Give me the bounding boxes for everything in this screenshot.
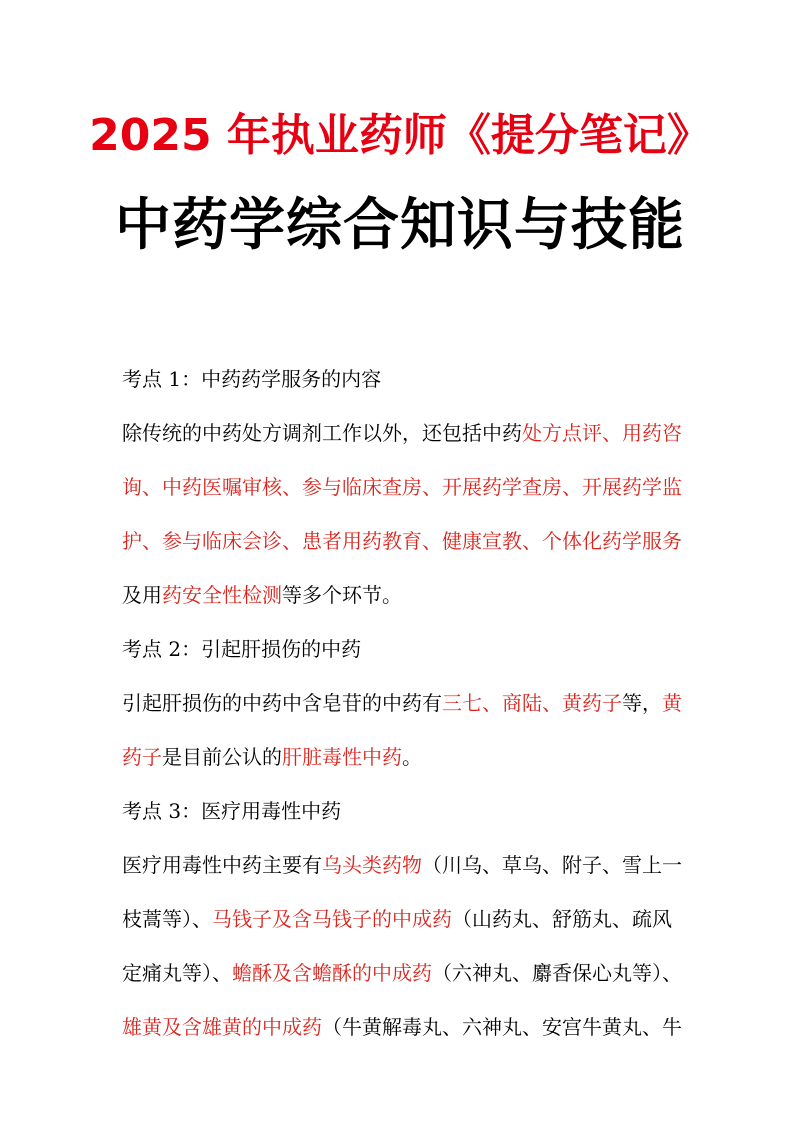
body-text: 是目前公认的	[162, 745, 282, 769]
paragraph-line	[122, 1002, 702, 1056]
paragraph-line	[122, 678, 702, 732]
section-heading: 考点 3：医疗用毒性中药	[122, 799, 342, 823]
body-text: 定痛丸等）、	[122, 961, 232, 985]
body-text: 及用	[122, 583, 162, 607]
document-body	[122, 354, 702, 1056]
highlighted-text: 肝脏毒性中药	[282, 745, 402, 769]
highlighted-text: 询、中药医嘱审核、参与临床查房、开展药学查房、开展药学监	[122, 475, 682, 499]
highlighted-text: 药子	[122, 745, 162, 769]
paragraph-line	[122, 948, 702, 1002]
body-text: 等，	[622, 691, 662, 715]
section-heading: 考点 1：中药药学服务的内容	[122, 367, 382, 391]
document-subtitle: 2025 年执业药师《提分笔记》	[89, 110, 711, 161]
body-text: （川乌、草乌、附子、雪上一	[422, 853, 682, 877]
body-text: （六神丸、麝香保心丸等）、	[432, 961, 682, 985]
body-text: （山药丸、舒筋丸、疏风	[452, 907, 672, 931]
paragraph-line	[122, 516, 702, 570]
paragraph-line	[122, 840, 702, 894]
body-text: 除传统的中药处方调剂工作以外，还包括中药	[122, 421, 522, 445]
body-text: 引起肝损伤的中药中含皂苷的中药有	[122, 691, 442, 715]
highlighted-text: 药安全性检测	[162, 583, 282, 607]
highlighted-text: 马钱子及含马钱子的中成药	[212, 907, 452, 931]
highlighted-text: 三七、商陆、黄药子	[442, 691, 622, 715]
paragraph-line	[122, 408, 702, 462]
body-text: 等多个环节。	[282, 583, 402, 607]
highlighted-text: 乌头类药物	[322, 853, 422, 877]
body-text: 医疗用毒性中药主要有	[122, 853, 322, 877]
highlighted-text: 蟾酥及含蟾酥的中成药	[232, 961, 432, 985]
highlighted-text: 雄黄及含雄黄的中成药	[122, 1015, 322, 1039]
paragraph-line	[122, 570, 702, 624]
paragraph-line	[122, 894, 702, 948]
highlighted-text: 黄	[662, 691, 682, 715]
body-text: 枝蒿等）、	[122, 907, 212, 931]
paragraph-line	[122, 732, 702, 786]
document-title: 中药学综合知识与技能	[115, 193, 685, 258]
highlighted-text: 处方点评、用药咨	[522, 421, 682, 445]
section-heading: 考点 2：引起肝损伤的中药	[122, 637, 362, 661]
body-text: 。	[402, 745, 422, 769]
body-text: （牛黄解毒丸、六神丸、安宫牛黄丸、牛	[322, 1015, 682, 1039]
paragraph-line	[122, 462, 702, 516]
highlighted-text: 护、参与临床会诊、患者用药教育、健康宣教、个体化药学服务	[122, 529, 682, 553]
